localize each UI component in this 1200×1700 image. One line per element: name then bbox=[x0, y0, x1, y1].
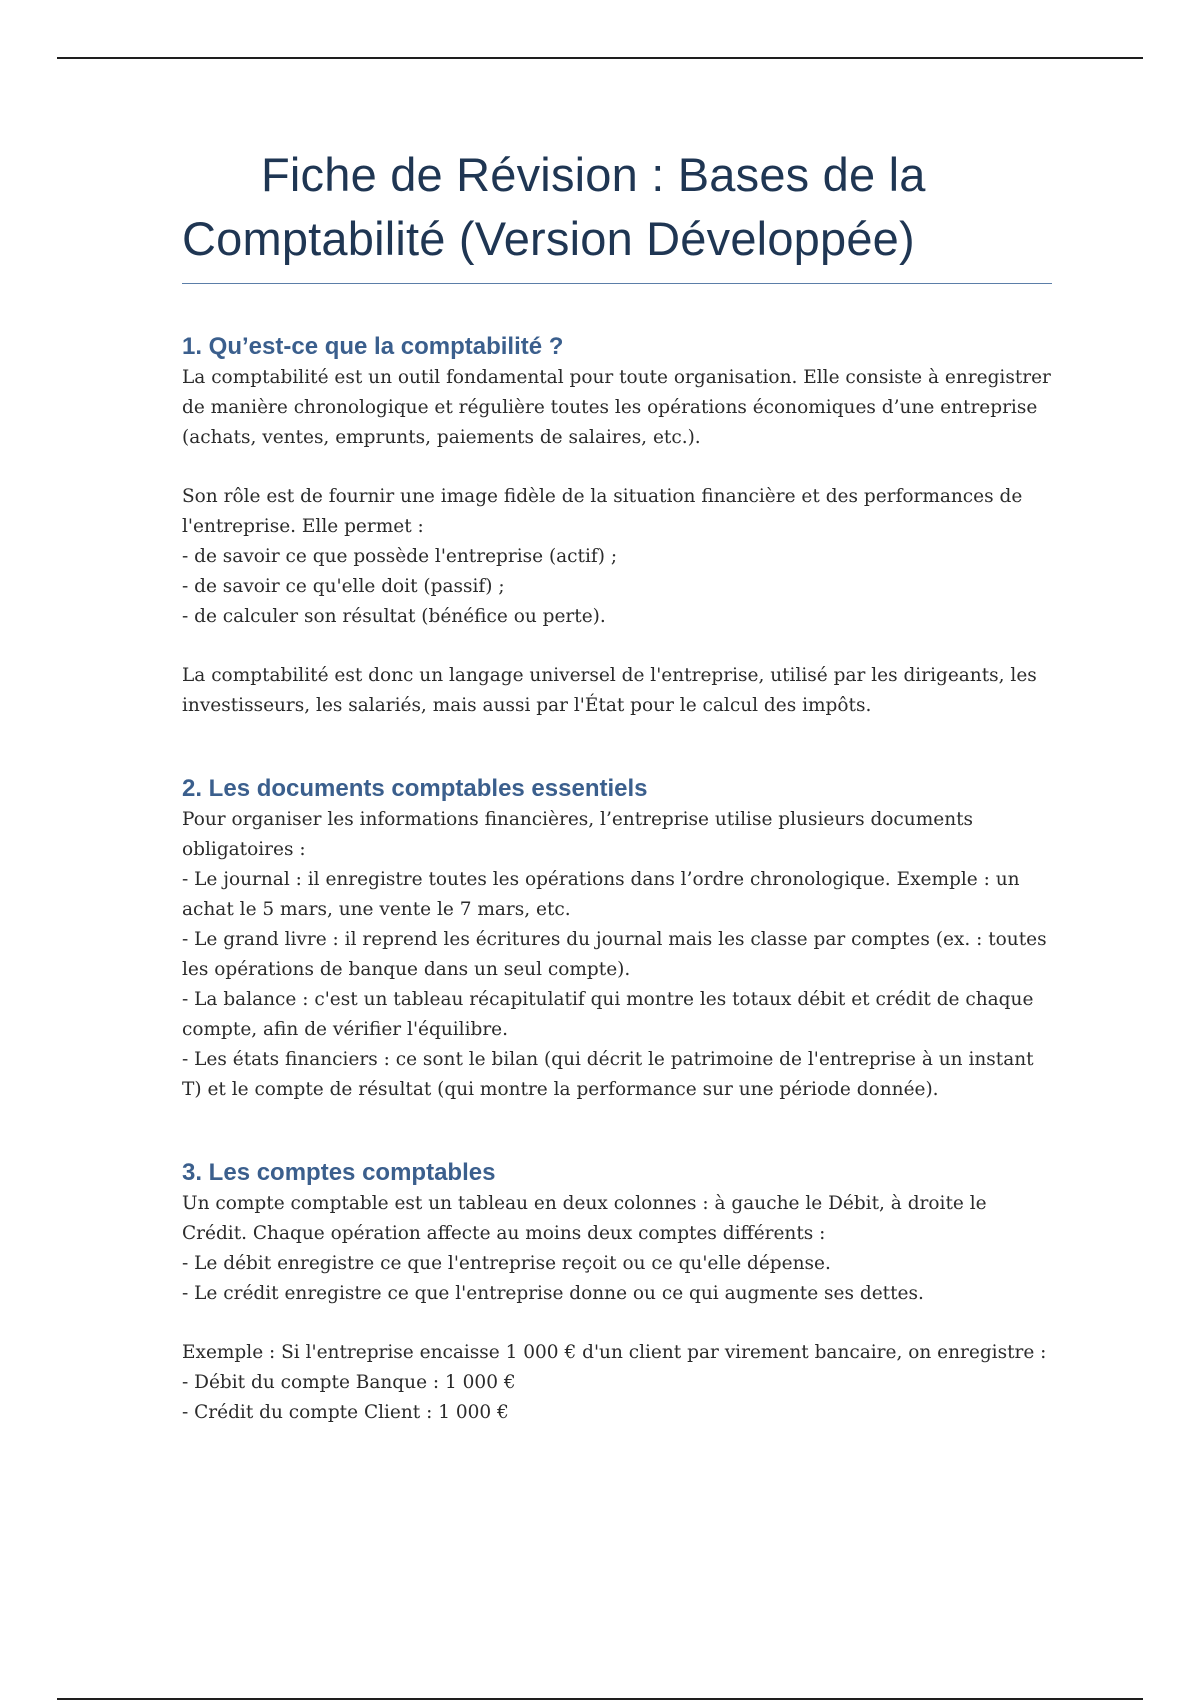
page-top-rule bbox=[57, 57, 1143, 59]
section-1 bbox=[182, 331, 1052, 721]
title-underline bbox=[182, 283, 1052, 284]
section-2-heading: 2. Les documents comptables essentiels bbox=[182, 775, 648, 802]
list-item: - Le journal : il enregistre toutes les opérations dans l’ordre chronologique. Exemple : un achat le 5 mars, une vente le 7 mars, etc. bbox=[182, 869, 1020, 920]
section-2-intro: Pour organiser les informations financières, l’entreprise utilise plusieurs documents obligatoires : bbox=[182, 809, 974, 860]
list-item: - Crédit du compte Client : 1 000 € bbox=[182, 1402, 509, 1423]
section-1-heading: 1. Qu’est-ce que la comptabilité ? bbox=[182, 333, 564, 360]
section-2 bbox=[182, 773, 1052, 1105]
section-3-list bbox=[182, 1249, 1052, 1309]
list-item: - Le crédit enregistre ce que l'entreprise donne ou ce qui augmente ses dettes. bbox=[182, 1283, 924, 1304]
list-item: - de savoir ce que possède l'entreprise (actif) ; bbox=[182, 546, 618, 567]
section-3-intro: Un compte comptable est un tableau en deux colonnes : à gauche le Débit, à droite le Crédit. Chaque opération affecte au moins deux comptes différents : bbox=[182, 1193, 987, 1244]
list-item: - La balance : c'est un tableau récapitulatif qui montre les totaux débit et crédit de chaque compte, afin de vérifier l'équilibre. bbox=[182, 989, 1034, 1040]
section-1-paragraph-1: La comptabilité est un outil fondamental pour toute organisation. Elle consiste à enregistrer de manière chronologique et régulière toutes les opérations économiques d’une entreprise (achats, ventes, emprunts, paiements de salaires, etc.). bbox=[182, 367, 1051, 448]
section-2-list bbox=[182, 865, 1052, 1105]
list-item: - Le grand livre : il reprend les écritures du journal mais les classe par comptes (ex. : toutes les opérations de banque dans un seul compte). bbox=[182, 929, 1047, 980]
section-3 bbox=[182, 1157, 1052, 1428]
section-3-example-list bbox=[182, 1368, 1052, 1428]
section-1-paragraph-2: Son rôle est de fournir une image fidèle de la situation financière et des performances de l'entreprise. Elle permet : bbox=[182, 486, 1023, 537]
list-item: - Le débit enregistre ce que l'entreprise reçoit ou ce qu'elle dépense. bbox=[182, 1253, 831, 1274]
list-item: - Les états financiers : ce sont le bilan (qui décrit le patrimoine de l'entreprise à un instant T) et le compte de résultat (qui montre la performance sur une période donnée). bbox=[182, 1049, 1034, 1100]
section-1-list bbox=[182, 542, 1052, 632]
section-3-example-intro: Exemple : Si l'entreprise encaisse 1 000 € d'un client par virement bancaire, on enregistre : bbox=[182, 1342, 1047, 1363]
list-item: - Débit du compte Banque : 1 000 € bbox=[182, 1372, 516, 1393]
list-item: - de calculer son résultat (bénéfice ou perte). bbox=[182, 606, 606, 627]
list-item: - de savoir ce qu'elle doit (passif) ; bbox=[182, 576, 505, 597]
section-1-paragraph-3: La comptabilité est donc un langage universel de l'entreprise, utilisé par les dirigeants, les investisseurs, les salariés, mais aussi par l'État pour le calcul des impôts. bbox=[182, 665, 1037, 716]
document-title: Fiche de Révision : Bases de la Comptabilité (Version Développée) bbox=[182, 148, 926, 265]
document-body bbox=[182, 143, 1052, 1428]
section-3-heading: 3. Les comptes comptables bbox=[182, 1159, 496, 1186]
